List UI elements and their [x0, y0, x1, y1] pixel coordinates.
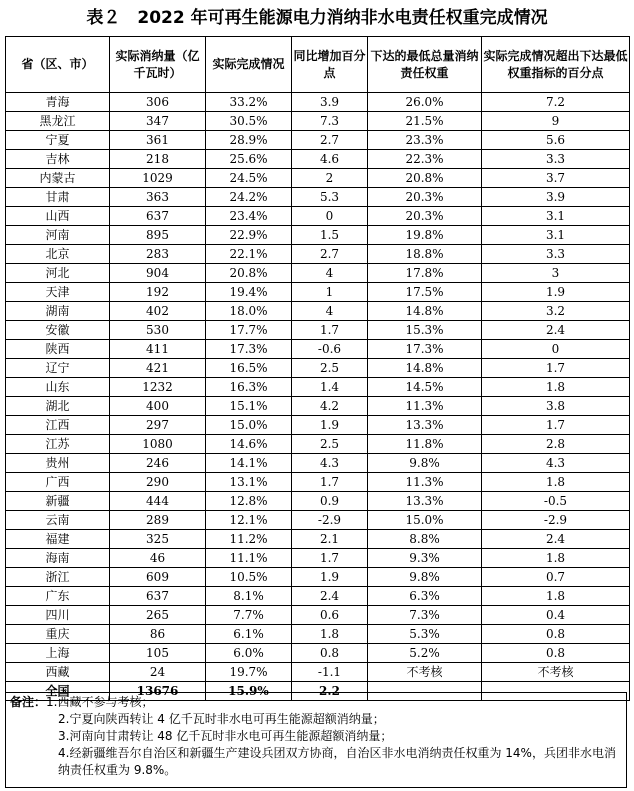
table-row: [6, 302, 630, 321]
cell-consumption: 24: [110, 663, 206, 682]
cell-min-weight: 20.3%: [368, 207, 482, 226]
cell-min-weight: 26.0%: [368, 93, 482, 112]
cell-min-weight: 22.3%: [368, 150, 482, 169]
cell-exceed: -0.5: [482, 492, 630, 511]
cell-consumption: 289: [110, 511, 206, 530]
cell-yoy: 1.9: [292, 416, 368, 435]
note-line: 3.河南向甘肃转让 48 亿千瓦时非水电可再生能源超额消纳量；: [58, 729, 393, 743]
cell-consumption: 246: [110, 454, 206, 473]
cell-completion: 19.7%: [206, 663, 292, 682]
table-row: [6, 492, 630, 511]
cell-exceed: 1.8: [482, 587, 630, 606]
cell-province: 甘肃: [6, 188, 110, 207]
table-row: [6, 511, 630, 530]
table-row: [6, 93, 630, 112]
table-row: [6, 549, 630, 568]
cell-consumption: 290: [110, 473, 206, 492]
cell-completion: 14.6%: [206, 435, 292, 454]
cell-completion: 22.9%: [206, 226, 292, 245]
cell-completion: 25.6%: [206, 150, 292, 169]
cell-exceed: 3.9: [482, 188, 630, 207]
cell-province: 海南: [6, 549, 110, 568]
cell-exceed: 3.8: [482, 397, 630, 416]
table-row: [6, 435, 630, 454]
cell-min-weight: 23.3%: [368, 131, 482, 150]
cell-consumption: 444: [110, 492, 206, 511]
cell-province: 宁夏: [6, 131, 110, 150]
cell-consumption: 421: [110, 359, 206, 378]
cell-min-weight: 17.8%: [368, 264, 482, 283]
total-cell-completion: 15.9%: [206, 682, 292, 701]
cell-yoy: 4.6: [292, 150, 368, 169]
cell-yoy: 1.7: [292, 321, 368, 340]
cell-exceed: 0.4: [482, 606, 630, 625]
cell-consumption: 904: [110, 264, 206, 283]
table-row: [6, 454, 630, 473]
cell-exceed: 0.7: [482, 568, 630, 587]
cell-exceed: 3.1: [482, 207, 630, 226]
cell-province: 山东: [6, 378, 110, 397]
cell-completion: 10.5%: [206, 568, 292, 587]
cell-completion: 12.1%: [206, 511, 292, 530]
cell-consumption: 361: [110, 131, 206, 150]
cell-consumption: 86: [110, 625, 206, 644]
cell-consumption: 105: [110, 644, 206, 663]
note-line: [10, 745, 622, 779]
cell-exceed: 3.7: [482, 169, 630, 188]
table-row: [6, 530, 630, 549]
cell-min-weight: 15.0%: [368, 511, 482, 530]
cell-yoy: 0.9: [292, 492, 368, 511]
table-row: [6, 587, 630, 606]
cell-consumption: 895: [110, 226, 206, 245]
table-row: [6, 226, 630, 245]
table-row: [6, 169, 630, 188]
cell-exceed: 1.8: [482, 473, 630, 492]
cell-yoy: 1.7: [292, 549, 368, 568]
cell-yoy: 2: [292, 169, 368, 188]
completion-table: [5, 36, 630, 701]
cell-completion: 17.3%: [206, 340, 292, 359]
cell-consumption: 347: [110, 112, 206, 131]
cell-consumption: 306: [110, 93, 206, 112]
cell-province: 浙江: [6, 568, 110, 587]
table-row: [6, 207, 630, 226]
cell-completion: 17.7%: [206, 321, 292, 340]
note-line: 2.宁夏向陕西转让 4 亿千瓦时非水电可再生能源超额消纳量；: [58, 712, 385, 726]
cell-completion: 24.5%: [206, 169, 292, 188]
table-row: [6, 283, 630, 302]
cell-min-weight: 不考核: [368, 663, 482, 682]
cell-consumption: 1029: [110, 169, 206, 188]
total-cell-yoy: 2.2: [292, 682, 368, 701]
cell-completion: 8.1%: [206, 587, 292, 606]
cell-yoy: 1.9: [292, 568, 368, 587]
table-row: [6, 131, 630, 150]
table-row: [6, 340, 630, 359]
cell-min-weight: 7.3%: [368, 606, 482, 625]
cell-min-weight: 9.3%: [368, 549, 482, 568]
cell-min-weight: 14.8%: [368, 302, 482, 321]
cell-yoy: -1.1: [292, 663, 368, 682]
cell-completion: 15.0%: [206, 416, 292, 435]
cell-province: 西藏: [6, 663, 110, 682]
cell-province: 青海: [6, 93, 110, 112]
cell-min-weight: 13.3%: [368, 492, 482, 511]
table-row: [6, 321, 630, 340]
cell-min-weight: 9.8%: [368, 568, 482, 587]
header-yoy-increase: 同比增加百分点: [292, 37, 368, 93]
cell-completion: 14.1%: [206, 454, 292, 473]
cell-exceed: 0: [482, 340, 630, 359]
total-cell-province: 全国: [6, 682, 110, 701]
cell-province: 辽宁: [6, 359, 110, 378]
cell-province: 上海: [6, 644, 110, 663]
header-row: [6, 37, 630, 93]
cell-province: 广东: [6, 587, 110, 606]
cell-yoy: 5.3: [292, 188, 368, 207]
cell-province: 湖南: [6, 302, 110, 321]
cell-yoy: 7.3: [292, 112, 368, 131]
cell-consumption: 283: [110, 245, 206, 264]
cell-min-weight: 20.3%: [368, 188, 482, 207]
cell-province: 湖北: [6, 397, 110, 416]
cell-yoy: 4.2: [292, 397, 368, 416]
cell-exceed: 3.3: [482, 150, 630, 169]
cell-completion: 16.3%: [206, 378, 292, 397]
cell-min-weight: 19.8%: [368, 226, 482, 245]
cell-yoy: 4.3: [292, 454, 368, 473]
cell-consumption: 637: [110, 207, 206, 226]
cell-consumption: 297: [110, 416, 206, 435]
table-row: [6, 606, 630, 625]
cell-completion: 30.5%: [206, 112, 292, 131]
cell-exceed: 3.1: [482, 226, 630, 245]
cell-completion: 20.8%: [206, 264, 292, 283]
cell-consumption: 637: [110, 587, 206, 606]
cell-exceed: 4.3: [482, 454, 630, 473]
table-title: 表２ 2022 年可再生能源电力消纳非水电责任权重完成情况: [86, 8, 548, 28]
header-actual-consumption: 实际消纳量（亿千瓦时）: [110, 37, 206, 93]
cell-consumption: 265: [110, 606, 206, 625]
cell-exceed: 9: [482, 112, 630, 131]
cell-min-weight: 17.5%: [368, 283, 482, 302]
cell-min-weight: 11.3%: [368, 397, 482, 416]
cell-completion: 12.8%: [206, 492, 292, 511]
cell-province: 广西: [6, 473, 110, 492]
cell-min-weight: 17.3%: [368, 340, 482, 359]
table-row: [6, 416, 630, 435]
cell-consumption: 325: [110, 530, 206, 549]
cell-min-weight: 6.3%: [368, 587, 482, 606]
table-row: [6, 112, 630, 131]
table-row: [6, 150, 630, 169]
cell-min-weight: 9.8%: [368, 454, 482, 473]
cell-exceed: 0.8: [482, 625, 630, 644]
cell-completion: 11.1%: [206, 549, 292, 568]
cell-min-weight: 13.3%: [368, 416, 482, 435]
cell-min-weight: 15.3%: [368, 321, 482, 340]
table-row: [6, 663, 630, 682]
cell-exceed: 2.8: [482, 435, 630, 454]
table-row: [6, 359, 630, 378]
cell-consumption: 402: [110, 302, 206, 321]
note-text: 1.西藏不参与考核；: [46, 695, 154, 709]
cell-consumption: 363: [110, 188, 206, 207]
cell-yoy: 2.7: [292, 245, 368, 264]
cell-yoy: 1.8: [292, 625, 368, 644]
cell-province: 河北: [6, 264, 110, 283]
cell-min-weight: 18.8%: [368, 245, 482, 264]
note-line: [10, 694, 622, 711]
table-row: [6, 397, 630, 416]
cell-province: 云南: [6, 511, 110, 530]
cell-yoy: 0.8: [292, 644, 368, 663]
cell-province: 安徽: [6, 321, 110, 340]
cell-exceed: 5.6: [482, 131, 630, 150]
cell-min-weight: 21.5%: [368, 112, 482, 131]
cell-min-weight: 11.8%: [368, 435, 482, 454]
cell-exceed: 2.4: [482, 321, 630, 340]
cell-min-weight: 11.3%: [368, 473, 482, 492]
cell-exceed: 3.3: [482, 245, 630, 264]
cell-completion: 33.2%: [206, 93, 292, 112]
cell-exceed: -2.9: [482, 511, 630, 530]
note-text: 4.经新疆维吾尔自治区和新疆生产建设兵团双方协商，自治区非水电消纳责任权重为 14%，兵团非水电消纳责任权重为 9.8%。: [58, 746, 616, 777]
cell-completion: 15.1%: [206, 397, 292, 416]
header-min-weight: 下达的最低总量消纳责任权重: [368, 37, 482, 93]
table-row: [6, 625, 630, 644]
cell-completion: 16.5%: [206, 359, 292, 378]
cell-min-weight: 14.8%: [368, 359, 482, 378]
notes-box: [5, 692, 627, 788]
header-exceed-points: 实际完成情况超出下达最低权重指标的百分点: [482, 37, 630, 93]
cell-consumption: 400: [110, 397, 206, 416]
notes-label: 备注：: [10, 695, 47, 709]
cell-yoy: 0.6: [292, 606, 368, 625]
cell-province: 重庆: [6, 625, 110, 644]
cell-province: 山西: [6, 207, 110, 226]
cell-province: 陕西: [6, 340, 110, 359]
cell-consumption: 530: [110, 321, 206, 340]
cell-yoy: 2.4: [292, 587, 368, 606]
cell-completion: 7.7%: [206, 606, 292, 625]
cell-province: 福建: [6, 530, 110, 549]
cell-consumption: 609: [110, 568, 206, 587]
table-row: [6, 568, 630, 587]
table-row: [6, 264, 630, 283]
cell-completion: 23.4%: [206, 207, 292, 226]
table-row: [6, 378, 630, 397]
cell-consumption: 1232: [110, 378, 206, 397]
cell-province: 河南: [6, 226, 110, 245]
cell-exceed: 7.2: [482, 93, 630, 112]
cell-yoy: 2.7: [292, 131, 368, 150]
cell-yoy: 1.7: [292, 473, 368, 492]
cell-province: 吉林: [6, 150, 110, 169]
cell-province: 贵州: [6, 454, 110, 473]
cell-yoy: -2.9: [292, 511, 368, 530]
total-cell-consumption: 13676: [110, 682, 206, 701]
cell-exceed: 3.2: [482, 302, 630, 321]
cell-exceed: 1.9: [482, 283, 630, 302]
table-row: [6, 473, 630, 492]
cell-yoy: 2.5: [292, 359, 368, 378]
cell-min-weight: 5.3%: [368, 625, 482, 644]
cell-consumption: 46: [110, 549, 206, 568]
cell-completion: 24.2%: [206, 188, 292, 207]
cell-exceed: 不考核: [482, 663, 630, 682]
cell-province: 北京: [6, 245, 110, 264]
cell-yoy: 1.4: [292, 378, 368, 397]
cell-yoy: 4: [292, 302, 368, 321]
cell-yoy: 4: [292, 264, 368, 283]
cell-yoy: 2.5: [292, 435, 368, 454]
cell-completion: 6.1%: [206, 625, 292, 644]
cell-exceed: 2.4: [482, 530, 630, 549]
cell-completion: 18.0%: [206, 302, 292, 321]
cell-yoy: 3.9: [292, 93, 368, 112]
cell-yoy: 1.5: [292, 226, 368, 245]
cell-province: 江西: [6, 416, 110, 435]
cell-completion: 28.9%: [206, 131, 292, 150]
cell-province: 内蒙古: [6, 169, 110, 188]
cell-province: 天津: [6, 283, 110, 302]
cell-consumption: 1080: [110, 435, 206, 454]
cell-consumption: 218: [110, 150, 206, 169]
table-row: [6, 245, 630, 264]
cell-yoy: 2.1: [292, 530, 368, 549]
cell-yoy: 0: [292, 207, 368, 226]
table-body: [6, 93, 630, 701]
cell-completion: 11.2%: [206, 530, 292, 549]
cell-province: 新疆: [6, 492, 110, 511]
header-actual-completion: 实际完成情况: [206, 37, 292, 93]
cell-completion: 13.1%: [206, 473, 292, 492]
cell-min-weight: 5.2%: [368, 644, 482, 663]
cell-exceed: 1.7: [482, 416, 630, 435]
cell-exceed: 1.7: [482, 359, 630, 378]
cell-exceed: 3: [482, 264, 630, 283]
header-province: 省（区、市）: [6, 37, 110, 93]
cell-min-weight: 20.8%: [368, 169, 482, 188]
cell-province: 黑龙江: [6, 112, 110, 131]
table-row: [6, 644, 630, 663]
cell-consumption: 411: [110, 340, 206, 359]
cell-yoy: 1: [292, 283, 368, 302]
cell-completion: 19.4%: [206, 283, 292, 302]
cell-exceed: 1.8: [482, 378, 630, 397]
cell-province: 四川: [6, 606, 110, 625]
cell-province: 江苏: [6, 435, 110, 454]
cell-exceed: 0.8: [482, 644, 630, 663]
cell-completion: 22.1%: [206, 245, 292, 264]
table-row: [6, 188, 630, 207]
cell-exceed: 1.8: [482, 549, 630, 568]
cell-consumption: 192: [110, 283, 206, 302]
cell-completion: 6.0%: [206, 644, 292, 663]
cell-yoy: -0.6: [292, 340, 368, 359]
cell-min-weight: 14.5%: [368, 378, 482, 397]
cell-min-weight: 8.8%: [368, 530, 482, 549]
